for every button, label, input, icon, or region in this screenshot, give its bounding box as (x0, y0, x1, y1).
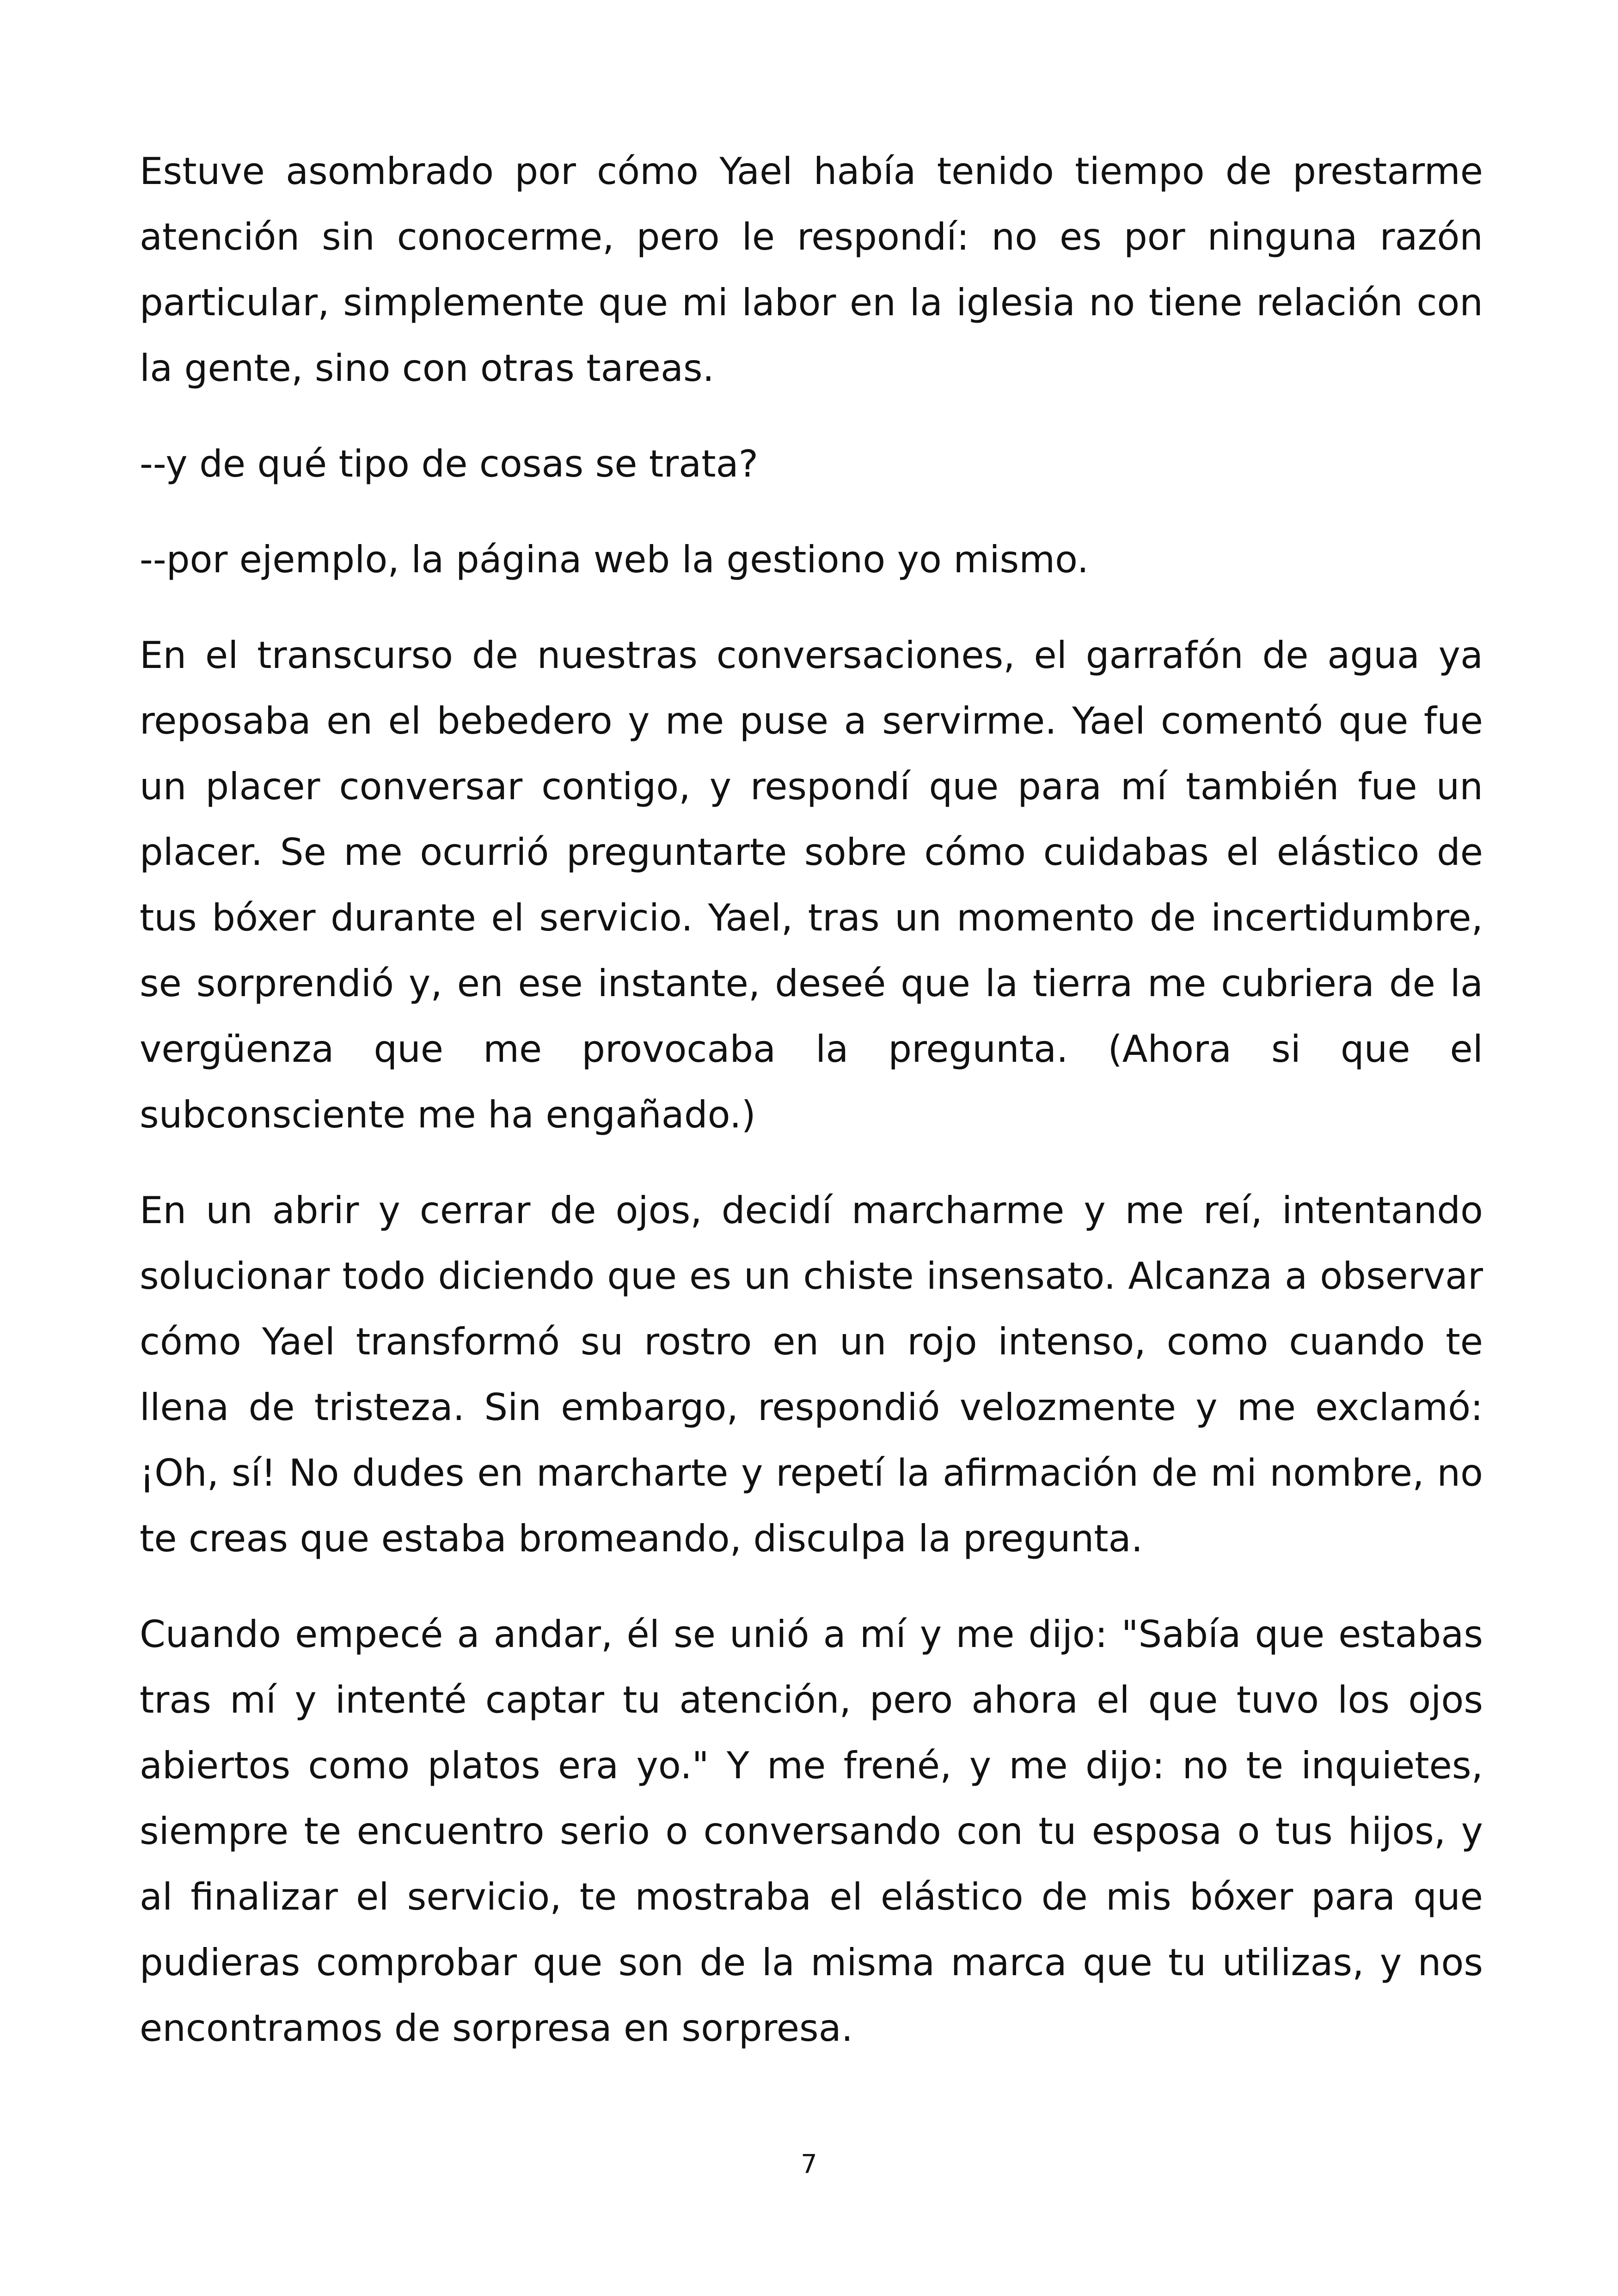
paragraph: En el transcurso de nuestras conversaciones, el garrafón de agua ya reposaba en el bebedero y me puse a servirme. Yael comentó que fue un placer conversar contigo, y respondí que para mí también fue un placer. Se me ocurrió preguntarte sobre cómo cuidabas el elástico de tus bóxer durante el servicio. Yael, tras un momento de incertidumbre, se sorprendió y, en ese instante, deseé que la tierra me cubriera de la vergüenza que me provocaba la pregunta. (Ahora si que el subconsciente me ha engañado.) (140, 634, 1483, 1136)
body-text (140, 139, 1483, 2091)
paragraph: En un abrir y cerrar de ojos, decidí marcharme y me reí, intentando solucionar todo diciendo que es un chiste insensato. Alcanza a observar cómo Yael transformó su rostro en un rojo intenso, como cuando te llena de tristeza. Sin embargo, respondió velozmente y me exclamó: ¡Oh, sí! No dudes en marcharte y repetí la afirmación de mi nombre, no te creas que estaba bromeando, disculpa la pregunta. (140, 1189, 1483, 1560)
page-number: 7 (801, 2149, 817, 2180)
paragraph: Cuando empecé a andar, él se unió a mí y me dijo: "Sabía que estabas tras mí y intenté captar tu atención, pero ahora el que tuvo los ojos abiertos como platos era yo." Y me frené, y me dijo: no te inquietes, siempre te encuentro serio o conversando con tu esposa o tus hijos, y al finalizar el servicio, te mostraba el elástico de mis bóxer para que pudieras comprobar que son de la misma marca que tu utilizas, y nos encontramos de sorpresa en sorpresa. (140, 1613, 1483, 2050)
paragraph: Estuve asombrado por cómo Yael había tenido tiempo de prestarme atención sin conocerme, pero le respondí: no es por ninguna razón particular, simplemente que mi labor en la iglesia no tiene relación con la gente, sino con otras tareas. (140, 150, 1483, 390)
paragraph: --y de qué tipo de cosas se trata? (140, 442, 759, 485)
paragraph: --por ejemplo, la página web la gestiono yo mismo. (140, 538, 1089, 581)
